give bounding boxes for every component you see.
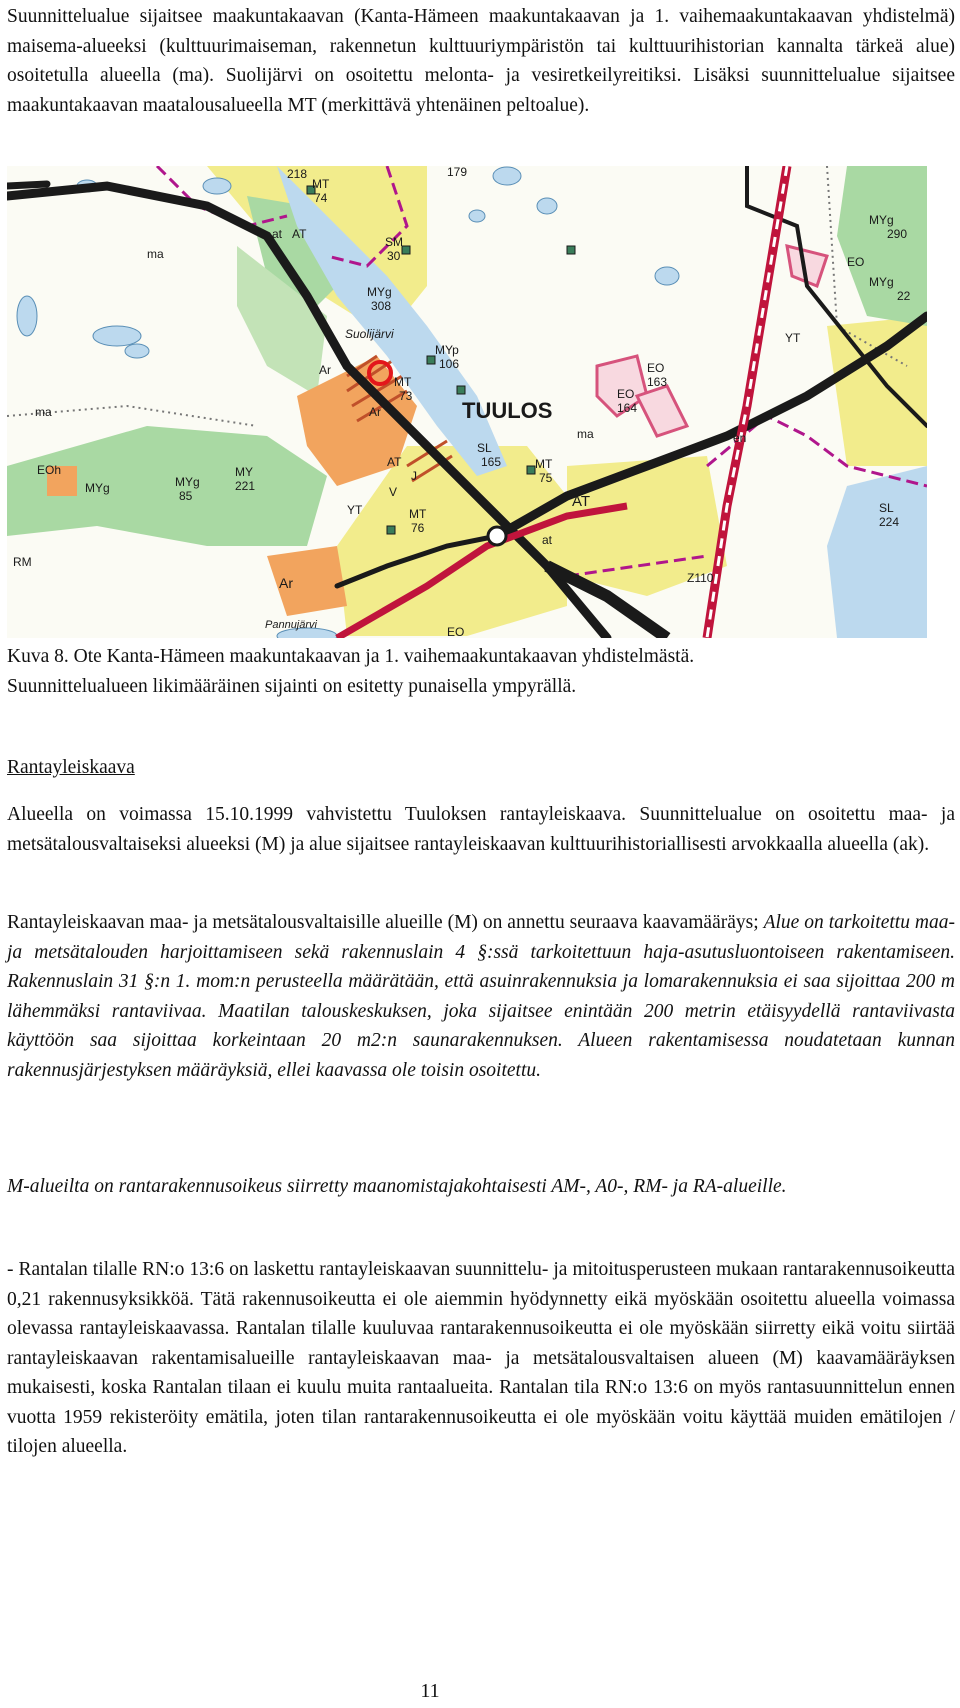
label-179: 179: [447, 166, 468, 179]
label-z110: Z110: [687, 571, 714, 585]
paragraph-4: - Rantalan tilalle RN:o 13:6 on laskettu rantayleiskaavan suunnittelu- ja mitoitusperusteen mukaan rantarakennusoikeutta 0,21 rakennusyksikköä. Tätä rakennusoikeutta ei ole aiemmin hyödynnetty eikä myöskään osoitettu alueella voimassa olevassa rantayleiskaavassa. Rantalan tilalle kuuluvaa rantarakennusoikeutta ei ole myöskään siirretty eikä voitu siirtää rantayleiskaavan rakentamisalueille rantayleiskaavan maa- ja metsätalousvaltaisen alueen (M) kaavamääräyksen mukaisesti, koska Rantalan tilaan ei kuulu muita rantaalueita. Rantalan tila RN:o 13:6 on myös rantasuunnittelun ennen vuotta 1959 rekisteröity emätila, joten tilan rantarakennusoikeutta ei ole myöskään voitu käyttää muiden emätilojen / tilojen alueella.: [7, 1259, 955, 1457]
label-mt-3: MT: [535, 457, 553, 471]
label-at-4: at: [542, 533, 553, 547]
label-sl-1-num: 165: [481, 455, 502, 469]
label-my: MY: [235, 465, 253, 479]
label-myg-2-num: 85: [179, 489, 193, 503]
label-myp-num: 106: [439, 357, 460, 371]
label-ar-1: Ar: [319, 363, 331, 377]
label-en: en: [733, 431, 747, 445]
paragraph-1: Alueella on voimassa 15.10.1999 vahvistettu Tuuloksen rantayleiskaava. Suunnittelualue on osoitettu maa- ja metsätalousvaltaiseksi alueeksi (M) ja alue sijaitsee rantayleiskaavan kulttuurihistoriallisesti arvokkaalla alueella (ak).: [7, 804, 955, 855]
section-heading-text: Rantayleiskaava: [7, 757, 135, 778]
regional-plan-map: [7, 166, 927, 638]
intro-paragraph: Suunnittelualue sijaitsee maakuntakaavan (Kanta-Hämeen maakuntakaavan ja 1. vaihemaakuntakaavan yhdistelmä) maisema-alueeksi (kulttuurimaiseman, rakennetun kulttuuriympäristön tai kulttuurihistorian kannalta tärkeä alue) osoitetulla alueella (ma). Suolijärvi on osoitettu melonta- ja vesiretkeilyreitiksi. Lisäksi suunnittelualue sijaitsee maakuntakaavan maatalousalueella MT (merkittävä yhtenäinen peltoalue).: [7, 6, 955, 116]
label-tuulos: TUULOS: [462, 398, 553, 423]
label-218: 218: [287, 167, 308, 181]
label-eo-4: EO: [447, 625, 465, 638]
junction-symbol: [488, 527, 506, 545]
label-mt-2-num: 73: [399, 389, 413, 403]
label-at-5: AT: [572, 493, 591, 510]
label-yt-2: YT: [785, 331, 801, 345]
label-my-num: 221: [235, 479, 256, 493]
label-myg-1: MYg: [367, 285, 392, 299]
label-at-3: AT: [387, 455, 402, 469]
label-myg-4-num: 290: [887, 227, 908, 241]
label-ma-3: ma: [577, 427, 594, 441]
label-eoh: EOh: [37, 463, 62, 477]
label-myp: MYp: [435, 343, 459, 357]
label-pannujarvi: Pannujärvi: [265, 619, 317, 631]
label-ma-2: ma: [35, 405, 52, 419]
label-myg-5-num: 22: [897, 289, 911, 303]
label-v: V: [389, 485, 398, 499]
label-at-2: AT: [292, 227, 307, 241]
label-myg-5: MYg: [869, 275, 894, 289]
figure-caption: [7, 642, 955, 701]
label-sm: SM: [385, 235, 403, 249]
paragraph-2-italic: Alue on tarkoitettu maa- ja metsätalouden harjoittamiseen sekä rakennuslain 4 §:ssä tarkoitettuun haja-asutusluontoiseen rakentamiseen. Rakennuslain 31 §:n 1. mom:n perusteella määrätään, että asuinrakennuksia ja lomarakennuksia ei saa sijoittaa 200 m lähemmäksi rantaviivaa. Maatilan talouskeskuksen, joka sijaitsee enintään 200 metrin etäisyydellä rantaviivasta käyttöön saa sijoittaa korkeintaan 20 m2:n saunarakennuksen. Alueen rakentamisessa noudatetaan kunnan rakennusjärjestyksen määräyksiä, ellei kaavassa ole toisin osoitettu.: [7, 912, 955, 1081]
label-mt-1-num: 74: [314, 191, 328, 205]
paragraph-2-plain: Rantayleiskaavan maa- ja metsätalousvaltaisille alueille (M) on annettu seuraava kaavamääräys;: [7, 912, 764, 933]
caption-line-1: Kuva 8. Ote Kanta-Hämeen maakuntakaavan ja 1. vaihemaakuntakaavan yhdistelmästä.: [7, 646, 695, 667]
paragraph-2: [7, 908, 955, 1085]
label-rm: RM: [13, 555, 32, 569]
label-mt-2: MT: [394, 375, 412, 389]
label-ar-2: Ar: [369, 405, 381, 419]
label-sm-num: 30: [387, 249, 401, 263]
paragraph-3: M-alueilta on rantarakennusoikeus siirretty maanomistajakohtaisesti AM-, A0-, RM- ja RA-alueille.: [7, 1176, 787, 1197]
label-myg-3: MYg: [85, 481, 110, 495]
label-myg-4: MYg: [869, 213, 894, 227]
page-number: 11: [420, 1680, 440, 1702]
section-heading: [7, 753, 955, 783]
caption-line-2: Suunnittelualueen likimääräinen sijainti on esitetty punaisella ympyrällä.: [7, 675, 577, 697]
label-yt-1: YT: [347, 503, 363, 517]
label-eo-2-num: 164: [617, 401, 638, 415]
label-j: J: [411, 469, 417, 483]
label-mt-3-num: 75: [539, 471, 553, 485]
label-sl-2: SL: [879, 501, 894, 515]
label-at-1: at: [272, 227, 283, 241]
label-eo-1: EO: [647, 361, 665, 375]
label-sl-1: SL: [477, 441, 492, 455]
label-myg-2: MYg: [175, 475, 200, 489]
label-ar-3: Ar: [279, 575, 293, 591]
label-eo-3: EO: [847, 255, 865, 269]
label-eo-1-num: 163: [647, 375, 668, 389]
label-eo-2: EO: [617, 387, 635, 401]
label-mt-1: MT: [312, 177, 330, 191]
label-suolijarvi: Suolijärvi: [345, 327, 394, 341]
label-myg-1-num: 308: [371, 299, 392, 313]
label-sl-2-num: 224: [879, 515, 900, 529]
label-mt-4: MT: [409, 507, 427, 521]
label-ma-1: ma: [147, 247, 164, 261]
label-mt-4-num: 76: [411, 521, 425, 535]
